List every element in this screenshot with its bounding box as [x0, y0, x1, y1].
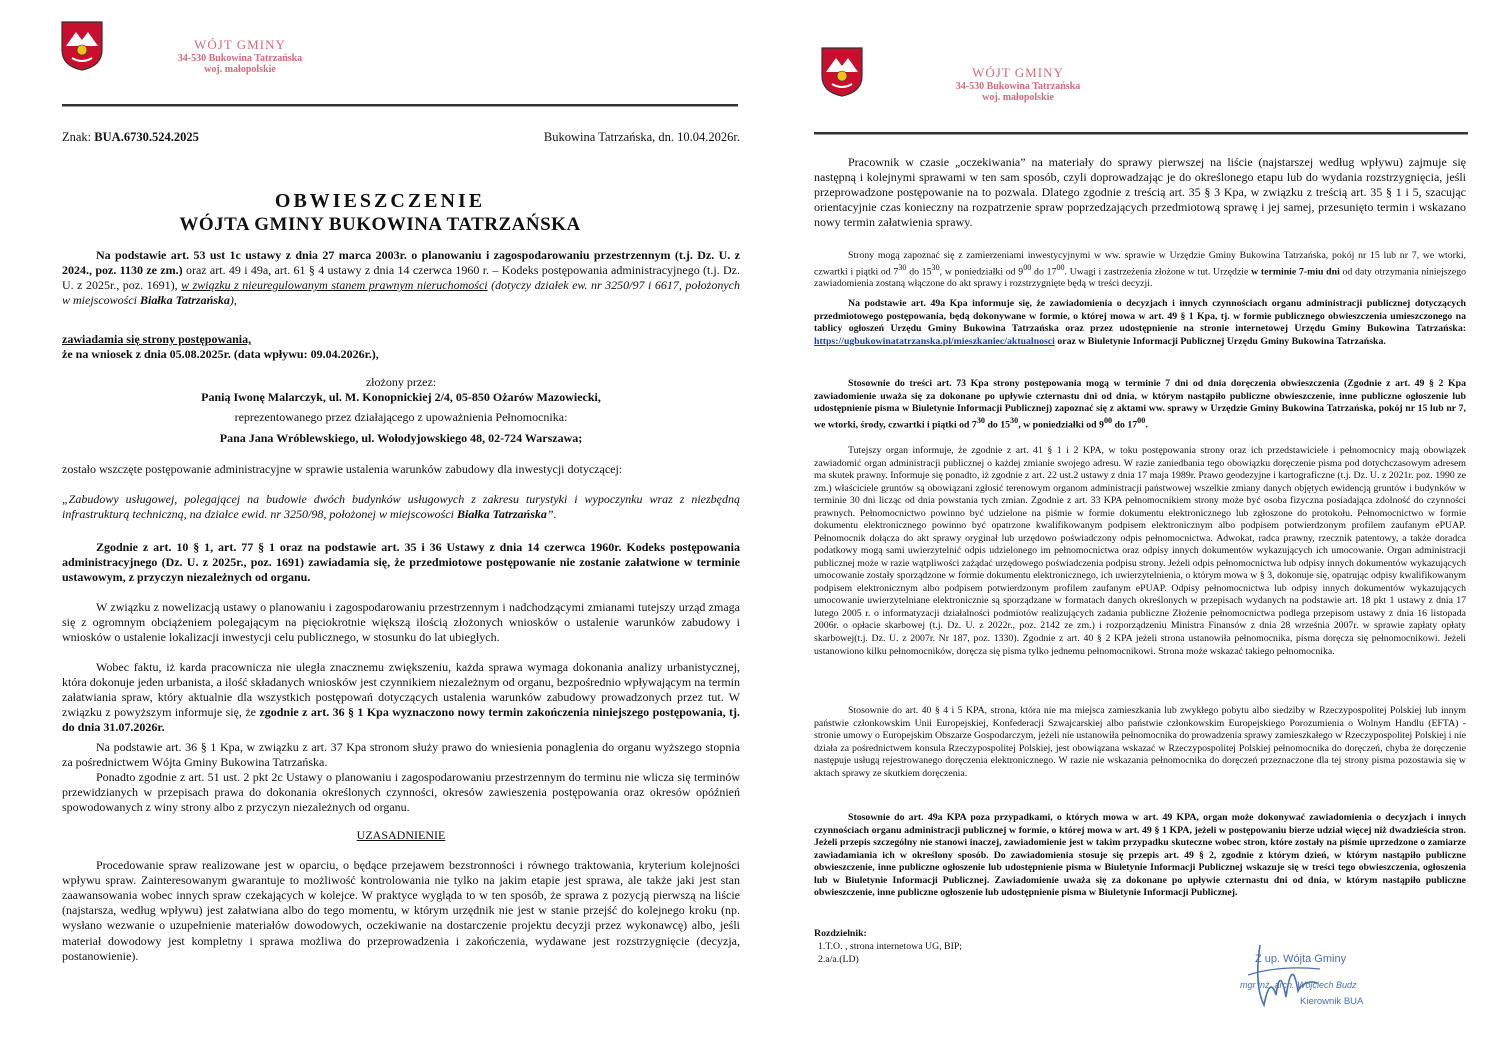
legal-basis-paragraph: Na podstawie art. 53 ust 1c ustawy z dnia 27 marca 2003r. o planowaniu i zagospodarowaniu przestrzennym (t.j. Dz. U. z 2024., poz. 1130 ze zm.) oraz art. 49 i 49a, art. 61 § 4 ustawy z dnia 14 czerwca 1960 r. – Kodeks postępowania administracyjnego (t.j. Dz. U. z 2025r., poz. 1691), w związku z nieuregulowanym stanem prawnym nieruchomości (dotyczy działek ew. nr 3250/97 i 6617, położonych w miejscowości Białka Tatrzańska),	[62, 248, 741, 308]
signature-stamp-line3: Kierownik BUA	[1300, 996, 1364, 1007]
amendment-paragraph: W związku z nowelizacją ustawy o planowaniu i zagospodarowaniu przestrzennym i nadchodzącymi zmianami tutejszy urząd zmaga się z ogromnym obciążeniem polegającym na pięciokrotnie większą ilością złożonych wniosków o ustalenie warunków zabudowy i wniosków o ustalenie lokalizacji inwestycji celu publicznego, w stosunku do lat ubiegłych.	[62, 600, 740, 645]
staffing-paragraph: Wobec faktu, iż karda pracownicza nie uległa znacznemu zwiększeniu, każda sprawa wymaga dokonania analizy urbanistycznej, która dokonuje jeden urbanista, a ilość składanych wniosków jest czynnikiem niezależnym od organu, bezpośrednio wpływającym na termin załatwiania spraw, który aktualnie dla wszystkich postępowań dotyczących ustalenia warunków zabudowy prowadzonych przez tut. W związku z powyższym informuje się, że zgodnie z art. 36 § 1 Kpa wyznaczono nowy termin zakończenia niniejszego postępowania, tj. do dnia 31.07.2026r.	[62, 660, 740, 735]
distribution-label: Rozdzielnik:	[814, 928, 867, 939]
worker-paragraph: Pracownik w czasie „oczekiwania” na materiały do sprawy pierwszej na liście (najstarszej według wpływu) zajmuje się następną i kolejnymi sprawami w ten sam sposób, czyli doprowadzając je do określonego etapu lub do wydania rozstrzygnięcia, jeśli przeprowadzone postępowanie na to pozwala. Dlatego zgodnie z treścią art. 35 § 3 Kpa, w związku z treścią art. 35 § 1 i 5, szacując orientacyjnie czas konieczny na rozpatrzenie spraw poprzedzających przedmiotową sprawę i jej samej, przesunięto termin i wskazano nowy termin załatwienia sprawy.	[814, 155, 1466, 230]
project-description: „Zabudowy usługowej, polegającej na budowie dwóch budynków usługowych z zakresu turystyki i wypoczynku wraz z niezbędną infrastrukturą techniczną, na działce ewid. nr 3250/98, położonej w miejscowości Białka Tatrzańska”.	[62, 492, 740, 522]
applicant: Panią Iwonę Malarczyk, ul. M. Konopnickiej 2/4, 05-850 Ożarów Mazowiecki,	[201, 390, 601, 404]
document-subtitle: WÓJTA GMINY BUKOWINA TATRZAŃSKA	[179, 214, 581, 235]
distribution-item-2: 2.a/a.(LD)	[818, 954, 859, 965]
justification-heading: UZASADNIENIE	[356, 828, 446, 842]
foreign-party-paragraph: Stosownie do art. 40 § 4 i 5 KPA, strona, która nie ma miejsca zamieszkania lub zwykłego pobytu albo siedziby w Rzeczypospolitej Polskiej lub innym państwie członkowskim Unii Europejskiej, Konfederacji Szwajcarskiej albo państwie członkowskim Europejskiego Porozumienia o Wolnym Handlu (EFTA) - stronie umowy o Europejskim Obszarze Gospodarczym, jeżeli nie ustanowiła pełnomocnika do prowadzenia sprawy zamieszkałego w Rzeczypospolitej Polskiej i nie działa za pośrednictwem konsula Rzeczypospolitej Polskiej, jest obowiązana wskazać w Rzeczypospolitej Polskiej pełnomocnika do doręczeń, chyba że doręczenie następuje usługą rejestrowanego doręczenia elektronicznego. W razie nie wskazania pełnomocnika do doręczeń przeznaczone dla tej strony pisma pozostawia się w aktach sprawy ze skutkiem doręczenia.	[814, 705, 1466, 779]
page-gap	[760, 0, 770, 1061]
deadline-exclusion-paragraph: Ponadto zgodnie z art. 51 ust. 2 pkt 2c Ustawy o planowaniu i zagospodarowaniu przestrzennym do terminu nie wlicza się terminów przewidzianych w przepisach prawa do dokonania określonych czynności, okresów zawieszenia postępowania oraz okresów opóźnień spowodowanych z winy strony albo z przyczyn niezależnych od organu.	[62, 770, 740, 815]
coat-of-arms-icon	[60, 20, 104, 72]
office-stamp	[150, 38, 330, 75]
signature-stamp-line1: Z up. Wójta Gminy	[1255, 953, 1347, 965]
header-rule	[62, 104, 738, 107]
distribution-item-1: 1.T.O. , strona internetowa UG, BIP;	[818, 941, 963, 952]
appeal-paragraph: Na podstawie art. 36 § 1 Kpa, w związku z art. 37 Kpa stronom służy prawo do wniesienia ponaglenia do organu wyższego stopnia za pośrednictwem Wójta Gminy Bukowina Tatrzańska.	[62, 740, 740, 770]
bulletin-link[interactable]: https://ugbukowinatatrzanska.pl/mieszkaniec/aktualnosci	[814, 335, 1055, 347]
coat-of-arms-icon	[820, 46, 864, 98]
office-address: 34-530 Bukowina Tatrzańska	[955, 80, 1081, 92]
attorney-rules-paragraph: Tutejszy organ informuje, że zgodnie z art. 41 § 1 i 2 KPA, w toku postępowania strony oraz ich przedstawiciele i pełnomocnicy mają obowiązek zawiadomić organ administracji publicznej o każdej zmianie swojego adresu. W razie zaniedbania tego obowiązku doręczenie pisma pod dotychczasowym adresem ma skutek prawny. Informuje się ponadto, iż zgodnie z art. 22 ust.2 ustawy z dnia 17 maja 1989r. Prawo geodezyjne i kartograficzne (t.j. Dz. U. z 2021r. poz. 1990 ze zm.) właściciele gruntów są obowiązani zgłosić terenowym organom administracji państwowej wszelkie zmiany danych objętych ewidencją gruntów i budynków w terminie 30 dni licząc od dnia powstania tych zmian. Zgodnie z art. 33 KPA pełnomocnikiem strony może być osoba fizyczna posiadająca zdolność do czynności prawnych. Pełnomocnictwo powinno być udzielone na piśmie w formie dokumentu elektronicznego lub zgłoszone do protokołu. Pełnomocnictwo w formie dokumentu elektronicznego powinno być opatrzone kwalifikowanym podpisem elektronicznym albo podpisem potwierdzonym profilem zaufanym ePUAP. Pełnomocnik dołącza do akt sprawy oryginał lub urzędowo poświadczony odpis pełnomocnictwa. Adwokat, radca prawny, rzecznik patentowy, a także doradca podatkowy mogą sami uwierzytelnić odpis udzielonego im pełnomocnictwa oraz odpisy innych dokumentów wykazujących ich umocowanie. Organ administracji publicznej może w razie wątpliwości zażądać urzędowego poświadczenia podpisu strony. Jeżeli odpis pełnomocnictwa lub odpisy innych dokumentów wykazujących umocowanie zostały sporządzone w formie dokumentu elektronicznego, ich uwierzytelnienia, o którym mowa w § 3, dokonuje się, opatrując odpisy kwalifikowanym podpisem elektronicznym albo podpisem potwierdzonym profilem zaufanym ePUAP. Odpisy pełnomocnictwa lub odpisy innych dokumentów wykazujących umocowanie uwierzytelniane elektronicznie są sporządzane w formatach danych określonych w przepisach wydanych na podstawie art. 18 pkt 1 ustawy z dnia 17 lutego 2005 r. o informatyzacji działalności podmiotów realizujących zadania publiczne Złożenie pełnomocnictwa podlega przepisom ustawy z dnia 16 listopada 2006r. o opłacie skarbowej (t.j. Dz. U. z 2022r., poz. 2142 ze zm.) i rozporządzeniu Ministra Finansów z dnia 28 września 2007r. w sprawie zapłaty opłaty skarbowej(t.j. Dz. U. z 2007r. Nr 187, poz. 1330). Zgodnie z art. 40 § 2 KPA jeżeli strona ustanowiła pełnomocnika, pisma doręcza się pełnomocnikowi. Jeżeli ustanowiono kilku pełnomocników, doręcza się pisma tylko jednemu pełnomocnikowi. Strona może wskazać takiego pełnomocnika.	[814, 445, 1466, 657]
case-number: Znak: BUA.6730.524.2025	[62, 130, 199, 144]
place-date: Bukowina Tatrzańska, dn. 10.04.2026r.	[543, 130, 740, 144]
file-access-paragraph: Stosownie do treści art. 73 Kpa strony postępowania mogą w terminie 7 dni od dnia doręczenia obwieszczenia (Zgodnie z art. 49 § 2 Kpa zawiadomienie uważa się za dokonane po upływie czternastu dni od dnia, w którym nastąpiło publiczne obwieszczenie, inne publiczne ogłoszenie lub udostępnienie pisma w Biuletynie Informacji Publicznej) zapoznać się z aktami ww. sprawy w Urzędzie Gminy Bukowina Tatrzańska, pokój nr 15 lub nr 7, we wtorki, środy, czwartki i piątki od $7^{30}$ do $15^{30}$, w poniedziałki od $9^{00}$ do $17^{00}$.	[814, 378, 1466, 430]
represented-by: reprezentowanego przez działającego z upoważnienia Pełnomocnika:	[234, 410, 568, 424]
justification-paragraph: Procedowanie spraw realizowane jest w oparciu, o będące przejawem bezstronności i równego traktowania, kryterium kolejności wpływu spraw. Zainteresowanym gwarantuje to możliwość kontrolowania nie tylko na jakim etapie jest sprawa, ale także jaki jest stan zaawansowania wobec innych spraw czekających w kolejce. W praktyce wygląda to w ten sposób, że sprawa z pozycją pierwszą na liście (najstarsza, według wpływu) jest załatwiana albo do tego momentu, w którym urzędnik nie jest w stanie przejść do kolejnego kroku (np. wysłano wezwanie o uzupełnienie materiałów dowodowych, oczekiwanie na dostarczenie projektu decyzji przez wykonawcę) albo, jeśli materiał dowodowy jest kompletny i sprawa możliwa do przeprowadzenia i zakończenia, wydawane jest rozstrzygnięcie (decyzja, postanowienie).	[62, 858, 740, 963]
document-title: OBWIESZCZENIE	[274, 190, 486, 212]
office-region: woj. małopolskie	[204, 63, 276, 75]
inspection-paragraph: Strony mogą zapoznać się z zamierzeniami inwestycyjnymi w ww. sprawie w Urzędzie Gminy Bukowina Tatrzańska, pokój nr 15 lub nr 7, we wtorki, czwartki i piątki od $7^{30}$ do $15^{30}$, w poniedziałki od $9^{00}$ do $17^{00}$. Uwagi i zastrzeżenia złożone w tut. Urzędzie w terminie 7-miu dni od daty otrzymania niniejszego zawiadomienia zostaną włączone do akt sprawy i rozstrzygnięte będą w treści decyzji.	[814, 250, 1467, 290]
signature-stamp-line2: mgr inż. arch. Wojciech Budz	[1240, 980, 1357, 990]
attorney: Pana Jana Wróblewskiego, ul. Wołodyjowskiego 48, 02-724 Warszawa;	[219, 431, 583, 445]
header-rule	[814, 132, 1468, 135]
collective-notice-paragraph: Stosownie do art. 49a KPA poza przypadkami, o których mowa w art. 49 KPA, organ może dokonywać zawiadomienia o decyzjach i innych czynnościach organu administracji publicznej w formie, o której mowa w art. 49 § 1 KPA, jeżeli w postępowaniu bierze udział więcej niż dwadzieścia stron. Jeżeli przepis szczególny nie stanowi inaczej, zawiadomienie jest w takim przypadku skuteczne wobec stron, które zostały na piśmie uprzedzone o zamiarze zawiadamiania ich w określony sposób. Do zawiadomienia stosuje się przepis art. 49 § 2, zgodnie z którym dzień, w którym nastąpiło publiczne obwieszczenie, inne publiczne ogłoszenie lub udostępnienie pisma w Biuletynie Informacji Publicznej wskazuje się w treści tego obwieszczenia, ogłoszenia lub w Biuletynie Informacji Publicznej. Zawiadomienie uważa się za dokonane po upływie czternastu dni od dnia, w którym nastąpiło publiczne obwieszczenie, inne publiczne ogłoszenie lub udostępnienie pisma w Biuletynie Informacji Publicznej.	[814, 812, 1466, 899]
notification-heading: zawiadamia się strony postępowania, że na wniosek z dnia 05.08.2025r. (data wpływu: 09.04.2026r.),	[62, 332, 379, 362]
submitted-by: złożony przez:	[365, 375, 437, 389]
office-region: woj. małopolskie	[982, 91, 1054, 103]
office-title: WÓJT GMINY	[972, 65, 1064, 80]
delay-notice: Zgodnie z art. 10 § 1, art. 77 § 1 oraz na podstawie art. 35 i 36 Ustawy z dnia 14 czerwca 1960r. Kodeks postępowania administracyjnego (Dz. U. z 2025r., poz. 1691) zawiadamia się, że przedmiotowe postępowanie nie zostanie załatwione w terminie ustawowym, z przyczyn niezależnych od organu.	[62, 540, 740, 585]
publication-paragraph: Na podstawie art. 49a Kpa informuje się, że zawiadomienia o decyzjach i innych czynnościach organu administracji publicznej dotyczących przedmiotowego postępowania, będą dokonywane w formie, o której mowa w art. 49 § 1 Kpa, tj. w formie publicznego obwieszczenia umieszczonego na tablicy ogłoszeń Urzędu Gminy Bukowina Tatrzańska oraz przez udostępnienie na stronie internetowej Urzędu Gminy Bukowina Tatrzańska: https://ugbukowinatatrzanska.pl/mieszkaniec/aktualnosci oraz w Biuletynie Informacji Publicznej Urzędu Gminy Bukowina Tatrzańska.	[814, 298, 1466, 347]
office-address: 34-530 Bukowina Tatrzańska	[177, 52, 303, 64]
handwritten-signature-icon	[1240, 935, 1330, 1015]
document-page-2	[770, 0, 1500, 1061]
office-stamp	[928, 66, 1108, 103]
initiation-statement: zostało wszczęte postępowanie administracyjne w sprawie ustalenia warunków zabudowy dla inwestycji dotyczącej:	[62, 462, 623, 476]
office-title: WÓJT GMINY	[194, 37, 286, 52]
